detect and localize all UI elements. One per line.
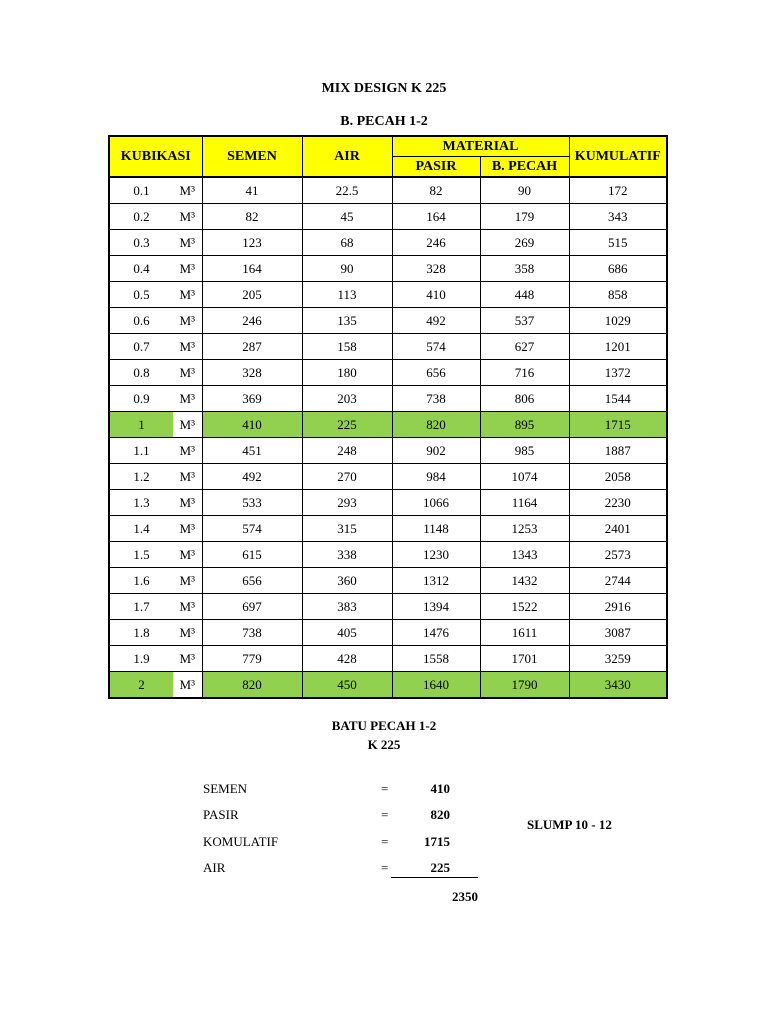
cell-kumulatif: 1715 bbox=[569, 412, 667, 438]
cell-bpecah: 1074 bbox=[480, 464, 569, 490]
mix-design-table bbox=[108, 135, 668, 699]
table-row bbox=[109, 594, 667, 620]
cell-unit: M³ bbox=[173, 464, 202, 490]
cell-kubikasi: 1.5 bbox=[109, 542, 173, 568]
table-row bbox=[109, 177, 667, 204]
table-row bbox=[109, 412, 667, 438]
summary-value-pasir: 820 bbox=[430, 807, 450, 822]
summary-subheading: K 225 bbox=[367, 737, 401, 752]
cell-semen: 533 bbox=[202, 490, 302, 516]
cell-air: 225 bbox=[302, 412, 392, 438]
cell-kumulatif: 343 bbox=[569, 204, 667, 230]
cell-bpecah: 1164 bbox=[480, 490, 569, 516]
cell-pasir: 1558 bbox=[392, 646, 480, 672]
cell-semen: 656 bbox=[202, 568, 302, 594]
cell-kubikasi: 1.8 bbox=[109, 620, 173, 646]
header-air: AIR bbox=[302, 136, 392, 177]
summary-label-semen: SEMEN bbox=[203, 781, 248, 796]
table-row bbox=[109, 230, 667, 256]
cell-pasir: 1066 bbox=[392, 490, 480, 516]
cell-air: 293 bbox=[302, 490, 392, 516]
table-row bbox=[109, 516, 667, 542]
cell-semen: 287 bbox=[202, 334, 302, 360]
cell-air: 68 bbox=[302, 230, 392, 256]
cell-semen: 492 bbox=[202, 464, 302, 490]
cell-air: 315 bbox=[302, 516, 392, 542]
cell-bpecah: 1611 bbox=[480, 620, 569, 646]
cell-unit: M³ bbox=[173, 516, 202, 542]
cell-pasir: 410 bbox=[392, 282, 480, 308]
cell-air: 135 bbox=[302, 308, 392, 334]
table-row bbox=[109, 360, 667, 386]
cell-semen: 615 bbox=[202, 542, 302, 568]
cell-air: 338 bbox=[302, 542, 392, 568]
cell-kubikasi: 0.1 bbox=[109, 177, 173, 204]
table-row bbox=[109, 334, 667, 360]
cell-pasir: 902 bbox=[392, 438, 480, 464]
cell-air: 22.5 bbox=[302, 177, 392, 204]
cell-unit: M³ bbox=[173, 438, 202, 464]
cell-semen: 820 bbox=[202, 672, 302, 699]
cell-pasir: 574 bbox=[392, 334, 480, 360]
summary-value-air: 225 bbox=[430, 860, 450, 875]
cell-semen: 779 bbox=[202, 646, 302, 672]
cell-pasir: 1148 bbox=[392, 516, 480, 542]
cell-unit: M³ bbox=[173, 308, 202, 334]
cell-pasir: 164 bbox=[392, 204, 480, 230]
cell-bpecah: 179 bbox=[480, 204, 569, 230]
cell-kumulatif: 686 bbox=[569, 256, 667, 282]
cell-bpecah: 806 bbox=[480, 386, 569, 412]
cell-pasir: 1312 bbox=[392, 568, 480, 594]
cell-unit: M³ bbox=[173, 204, 202, 230]
table-row bbox=[109, 620, 667, 646]
summary-value-komulatif: 1715 bbox=[424, 834, 450, 849]
cell-pasir: 1230 bbox=[392, 542, 480, 568]
cell-bpecah: 448 bbox=[480, 282, 569, 308]
header-semen: SEMEN bbox=[202, 136, 302, 177]
cell-kubikasi: 0.5 bbox=[109, 282, 173, 308]
cell-air: 428 bbox=[302, 646, 392, 672]
cell-bpecah: 1790 bbox=[480, 672, 569, 699]
cell-bpecah: 1701 bbox=[480, 646, 569, 672]
summary-equals: = bbox=[381, 781, 389, 796]
cell-semen: 697 bbox=[202, 594, 302, 620]
cell-kubikasi: 0.7 bbox=[109, 334, 173, 360]
cell-bpecah: 1522 bbox=[480, 594, 569, 620]
cell-air: 383 bbox=[302, 594, 392, 620]
cell-air: 405 bbox=[302, 620, 392, 646]
cell-kubikasi: 0.4 bbox=[109, 256, 173, 282]
cell-bpecah: 537 bbox=[480, 308, 569, 334]
cell-bpecah: 627 bbox=[480, 334, 569, 360]
cell-unit: M³ bbox=[173, 672, 202, 699]
cell-unit: M³ bbox=[173, 230, 202, 256]
cell-semen: 41 bbox=[202, 177, 302, 204]
summary-equals: = bbox=[381, 834, 389, 849]
cell-pasir: 656 bbox=[392, 360, 480, 386]
cell-unit: M³ bbox=[173, 386, 202, 412]
cell-unit: M³ bbox=[173, 412, 202, 438]
cell-pasir: 328 bbox=[392, 256, 480, 282]
cell-air: 450 bbox=[302, 672, 392, 699]
page-subtitle: B. PECAH 1-2 bbox=[340, 114, 428, 129]
header-pasir: PASIR bbox=[392, 157, 480, 178]
cell-pasir: 492 bbox=[392, 308, 480, 334]
cell-bpecah: 358 bbox=[480, 256, 569, 282]
cell-kumulatif: 3430 bbox=[569, 672, 667, 699]
table-row bbox=[109, 282, 667, 308]
cell-semen: 164 bbox=[202, 256, 302, 282]
cell-bpecah: 895 bbox=[480, 412, 569, 438]
cell-kumulatif: 2401 bbox=[569, 516, 667, 542]
summary-value-semen: 410 bbox=[430, 781, 450, 796]
cell-kubikasi: 0.9 bbox=[109, 386, 173, 412]
cell-kubikasi: 1.7 bbox=[109, 594, 173, 620]
cell-unit: M³ bbox=[173, 282, 202, 308]
cell-unit: M³ bbox=[173, 620, 202, 646]
cell-air: 113 bbox=[302, 282, 392, 308]
cell-kumulatif: 2916 bbox=[569, 594, 667, 620]
cell-bpecah: 716 bbox=[480, 360, 569, 386]
cell-kumulatif: 1887 bbox=[569, 438, 667, 464]
cell-kumulatif: 1372 bbox=[569, 360, 667, 386]
cell-semen: 410 bbox=[202, 412, 302, 438]
cell-kubikasi: 0.6 bbox=[109, 308, 173, 334]
table-row bbox=[109, 672, 667, 699]
cell-unit: M³ bbox=[173, 646, 202, 672]
summary-heading: BATU PECAH 1-2 bbox=[331, 718, 437, 733]
table-row bbox=[109, 308, 667, 334]
cell-air: 90 bbox=[302, 256, 392, 282]
cell-unit: M³ bbox=[173, 594, 202, 620]
cell-air: 180 bbox=[302, 360, 392, 386]
cell-unit: M³ bbox=[173, 542, 202, 568]
cell-semen: 246 bbox=[202, 308, 302, 334]
cell-unit: M³ bbox=[173, 177, 202, 204]
cell-kumulatif: 1201 bbox=[569, 334, 667, 360]
cell-air: 45 bbox=[302, 204, 392, 230]
cell-kumulatif: 2573 bbox=[569, 542, 667, 568]
table-row bbox=[109, 542, 667, 568]
table-row bbox=[109, 386, 667, 412]
table-row bbox=[109, 490, 667, 516]
cell-kumulatif: 2744 bbox=[569, 568, 667, 594]
cell-air: 158 bbox=[302, 334, 392, 360]
cell-unit: M³ bbox=[173, 334, 202, 360]
summary-label-pasir: PASIR bbox=[203, 807, 239, 822]
header-material: MATERIAL bbox=[392, 136, 569, 157]
table-row bbox=[109, 646, 667, 672]
cell-semen: 738 bbox=[202, 620, 302, 646]
summary-equals: = bbox=[381, 860, 389, 875]
cell-kubikasi: 1.1 bbox=[109, 438, 173, 464]
cell-kumulatif: 515 bbox=[569, 230, 667, 256]
cell-air: 270 bbox=[302, 464, 392, 490]
summary-label-komulatif: KOMULATIF bbox=[203, 834, 279, 849]
summary-label-air: AIR bbox=[203, 860, 226, 875]
cell-kubikasi: 2 bbox=[109, 672, 173, 699]
cell-bpecah: 1253 bbox=[480, 516, 569, 542]
sum-rule bbox=[391, 877, 478, 878]
table-row bbox=[109, 256, 667, 282]
cell-semen: 328 bbox=[202, 360, 302, 386]
cell-semen: 451 bbox=[202, 438, 302, 464]
table-row bbox=[109, 464, 667, 490]
cell-pasir: 984 bbox=[392, 464, 480, 490]
cell-kumulatif: 858 bbox=[569, 282, 667, 308]
cell-air: 360 bbox=[302, 568, 392, 594]
cell-unit: M³ bbox=[173, 360, 202, 386]
cell-kubikasi: 1 bbox=[109, 412, 173, 438]
cell-pasir: 738 bbox=[392, 386, 480, 412]
cell-kumulatif: 3259 bbox=[569, 646, 667, 672]
cell-pasir: 1640 bbox=[392, 672, 480, 699]
cell-kumulatif: 1029 bbox=[569, 308, 667, 334]
cell-air: 203 bbox=[302, 386, 392, 412]
cell-kubikasi: 0.8 bbox=[109, 360, 173, 386]
cell-kumulatif: 1544 bbox=[569, 386, 667, 412]
page-title: MIX DESIGN K 225 bbox=[321, 81, 447, 96]
cell-kubikasi: 0.3 bbox=[109, 230, 173, 256]
cell-pasir: 820 bbox=[392, 412, 480, 438]
cell-pasir: 1476 bbox=[392, 620, 480, 646]
cell-kumulatif: 2230 bbox=[569, 490, 667, 516]
header-kubikasi: KUBIKASI bbox=[109, 136, 202, 177]
cell-kubikasi: 1.4 bbox=[109, 516, 173, 542]
cell-air: 248 bbox=[302, 438, 392, 464]
cell-semen: 123 bbox=[202, 230, 302, 256]
cell-semen: 205 bbox=[202, 282, 302, 308]
cell-unit: M³ bbox=[173, 490, 202, 516]
cell-semen: 369 bbox=[202, 386, 302, 412]
summary-total: 2350 bbox=[452, 889, 478, 904]
summary-equals: = bbox=[381, 807, 389, 822]
cell-kubikasi: 1.6 bbox=[109, 568, 173, 594]
cell-pasir: 246 bbox=[392, 230, 480, 256]
cell-unit: M³ bbox=[173, 256, 202, 282]
cell-semen: 574 bbox=[202, 516, 302, 542]
slump-note: SLUMP 10 - 12 bbox=[527, 817, 612, 832]
cell-kumulatif: 2058 bbox=[569, 464, 667, 490]
cell-kubikasi: 0.2 bbox=[109, 204, 173, 230]
cell-kubikasi: 1.2 bbox=[109, 464, 173, 490]
table-row bbox=[109, 204, 667, 230]
cell-kubikasi: 1.9 bbox=[109, 646, 173, 672]
header-kumulatif: KUMULATIF bbox=[569, 136, 667, 177]
cell-semen: 82 bbox=[202, 204, 302, 230]
cell-kubikasi: 1.3 bbox=[109, 490, 173, 516]
cell-bpecah: 269 bbox=[480, 230, 569, 256]
cell-unit: M³ bbox=[173, 568, 202, 594]
table-row bbox=[109, 438, 667, 464]
cell-bpecah: 1432 bbox=[480, 568, 569, 594]
cell-bpecah: 985 bbox=[480, 438, 569, 464]
table-row bbox=[109, 568, 667, 594]
cell-kumulatif: 172 bbox=[569, 177, 667, 204]
header-b-pecah: B. PECAH bbox=[480, 157, 569, 178]
cell-bpecah: 90 bbox=[480, 177, 569, 204]
cell-pasir: 1394 bbox=[392, 594, 480, 620]
cell-bpecah: 1343 bbox=[480, 542, 569, 568]
cell-pasir: 82 bbox=[392, 177, 480, 204]
table-body bbox=[109, 177, 667, 698]
cell-kumulatif: 3087 bbox=[569, 620, 667, 646]
